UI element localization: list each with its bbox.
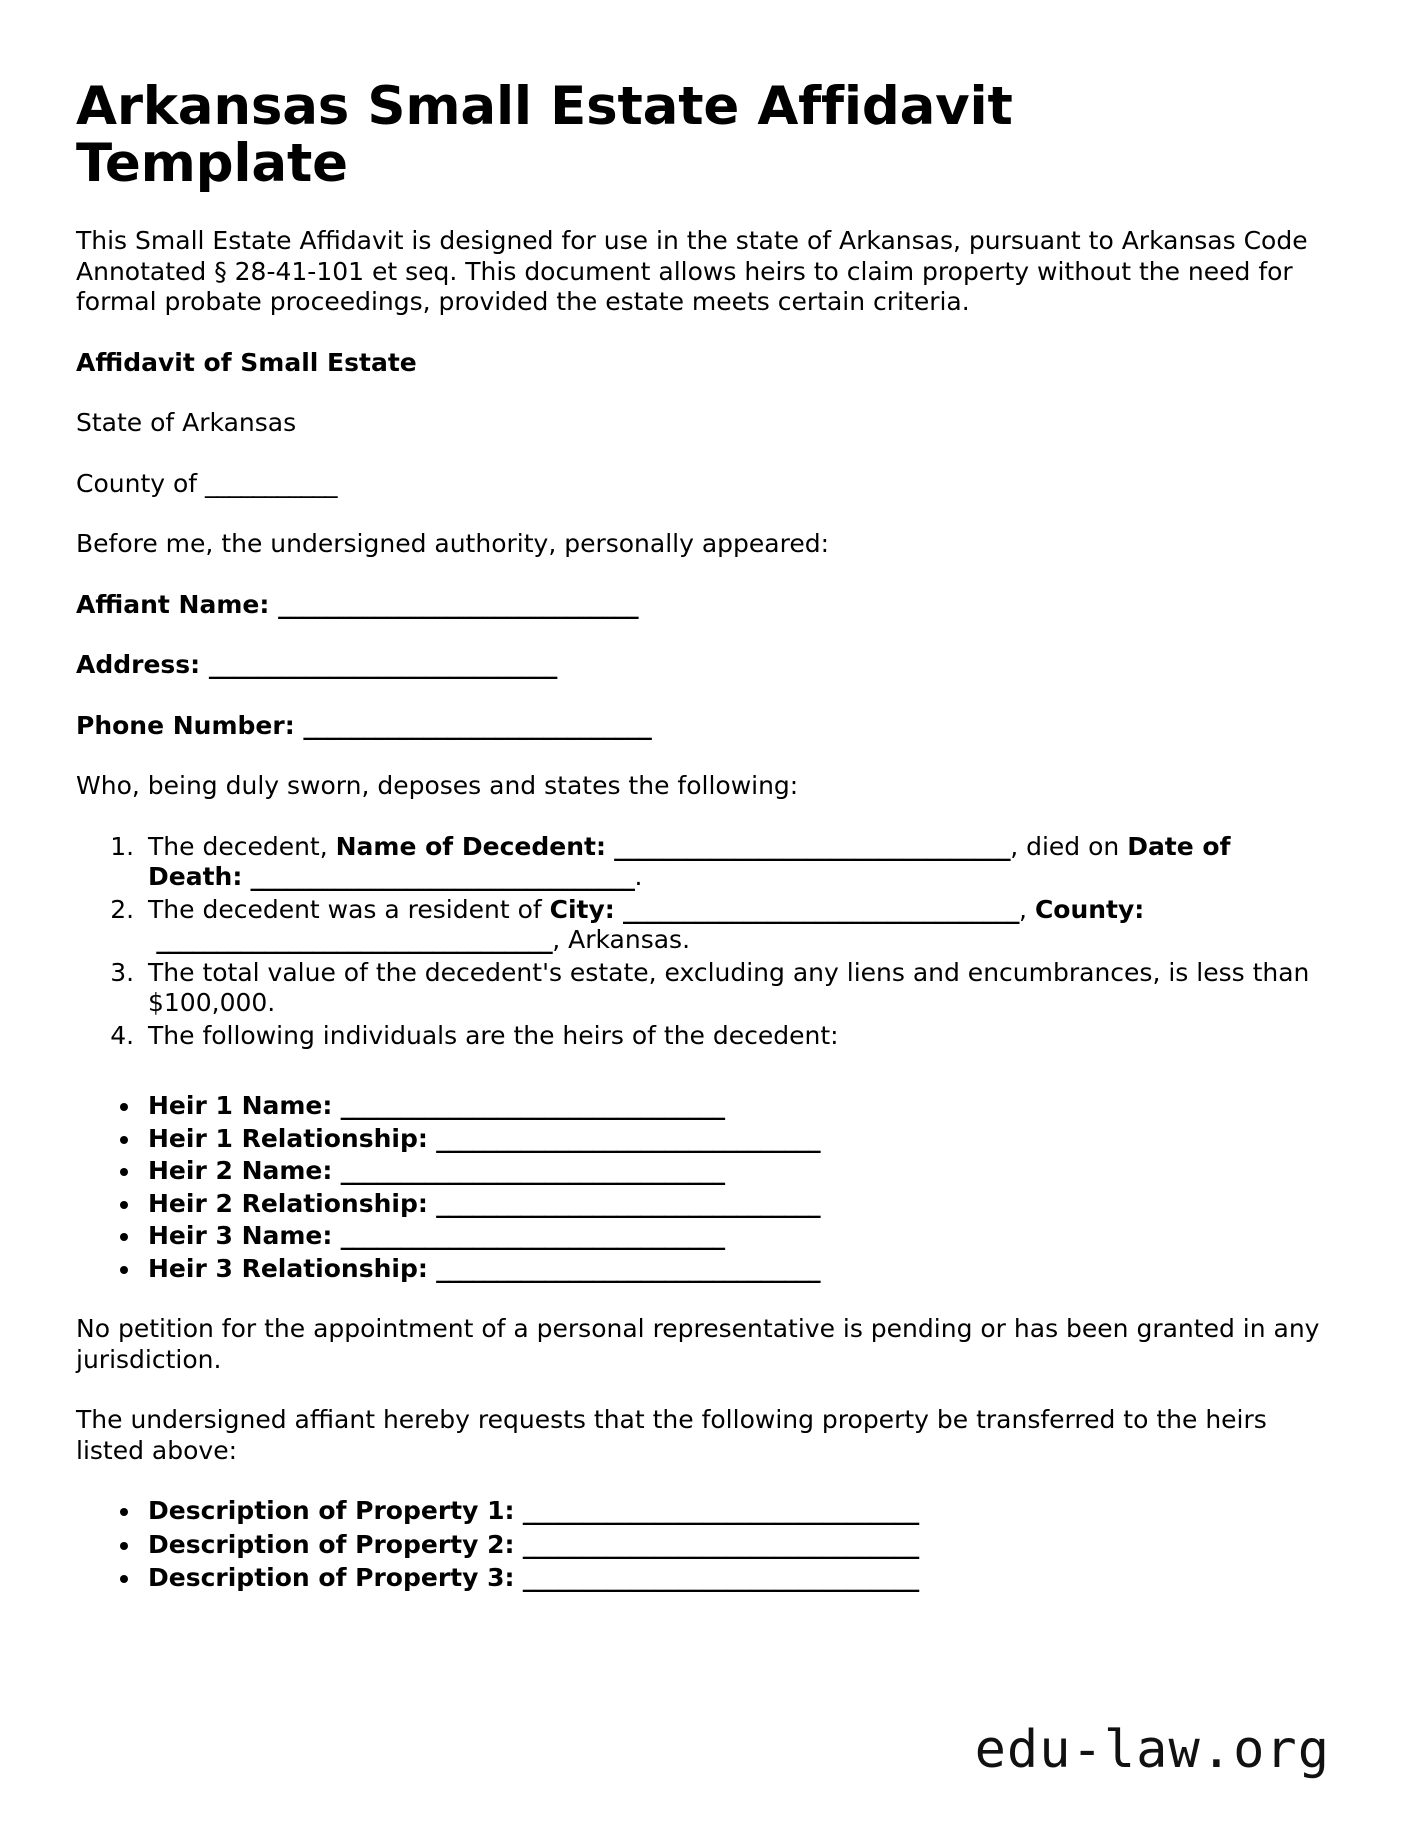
list-item: 3. The total value of the decedent's estate, excluding any liens and encumbrances, is less than $100,000. [142,958,1328,1019]
list-item [142,1156,1328,1187]
intro-paragraph: This Small Estate Affidavit is designed for use in the state of Arkansas, pursuant to Arkansas Code Annotated § 28-41-101 et seq. This document allows heirs to claim property without the need for formal probate proceedings, provided the estate meets certain criteria. [76,226,1308,317]
statements-list [76,832,1328,1052]
heir-3-name-blank[interactable]: ________________________________ [332,1221,725,1251]
site-watermark: edu-law.org [974,1720,1330,1780]
list-item: 4. The following individuals are the heirs of the decedent: [142,1021,1328,1052]
spacer [76,1077,1328,1091]
heir-2-name-blank[interactable]: ________________________________ [332,1156,725,1186]
state-line: State of Arkansas [76,408,297,438]
item2-pre-text: The decedent was a resident of [148,894,550,924]
heir-3-relationship-label: Heir 3 Relationship: [148,1253,428,1283]
sworn-statement-line: Who, being duly sworn, deposes and states the following: [76,771,799,801]
city-blank[interactable]: _________________________________ [614,894,1020,924]
decedent-name-label: Name of Decedent: [335,831,606,861]
affidavit-section-heading: Affidavit of Small Estate [76,347,417,377]
item1-post-text: . [634,862,643,892]
heir-1-name-blank[interactable]: ________________________________ [332,1091,725,1121]
county-blank-item2[interactable]: _________________________________ [148,925,553,955]
list-item [142,1254,1328,1285]
heir-2-relationship-label: Heir 2 Relationship: [148,1188,428,1218]
heir-2-relationship-blank[interactable]: ________________________________ [427,1188,821,1218]
list-item [142,1124,1328,1155]
property-2-label: Description of Property 2: [148,1529,515,1559]
affiant-name-field [76,590,1328,621]
no-petition-paragraph: No petition for the appointment of a personal representative is pending or has been granted in any jurisdiction. [76,1314,1320,1374]
property-description-list [76,1496,1328,1594]
address-blank[interactable]: _____________________________ [208,650,557,680]
list-item [142,1496,1328,1527]
heir-3-relationship-blank[interactable]: ________________________________ [427,1253,821,1283]
list-item [142,1530,1328,1561]
property-2-blank[interactable]: _________________________________ [514,1529,919,1559]
county-blank[interactable]: ___________ [205,468,338,498]
property-3-blank[interactable]: _________________________________ [514,1563,919,1593]
phone-number-label: Phone Number: [76,710,304,740]
phone-number-field [76,711,1328,742]
list-item [142,895,1328,956]
affiant-name-blank[interactable]: ______________________________ [278,589,639,619]
address-field [76,650,1328,681]
date-of-death-blank[interactable]: ________________________________ [242,862,635,892]
heirs-list [76,1091,1328,1284]
item1-pre-text: The decedent, [148,831,336,861]
property-1-label: Description of Property 1: [148,1496,515,1526]
property-3-label: Description of Property 3: [148,1563,515,1593]
appearance-line: Before me, the undersigned authority, personally appeared: [76,529,830,559]
heir-1-relationship-label: Heir 1 Relationship: [148,1123,428,1153]
county-label: County of [76,468,206,498]
item2-post-text: , Arkansas. [552,925,691,955]
transfer-request-paragraph: The undersigned affiant hereby requests that the following property be transferred to the heirs listed above: [76,1405,1267,1465]
address-label: Address: [76,650,209,680]
item1-mid-text: , died on [1010,831,1128,861]
page-title: Arkansas Small Estate Affidavit Template [76,76,1013,195]
item2-mid-text: , [1019,894,1035,924]
phone-number-blank[interactable]: _____________________________ [303,710,652,740]
date-of-death-label: Date of Death: [148,831,1231,892]
affiant-name-label: Affiant Name: [76,589,279,619]
heir-1-name-label: Heir 1 Name: [148,1091,333,1121]
decedent-name-blank[interactable]: _________________________________ [605,831,1011,861]
heir-3-name-label: Heir 3 Name: [148,1221,333,1251]
property-1-blank[interactable]: _________________________________ [514,1496,919,1526]
list-item [142,1221,1328,1252]
list-item [142,1091,1328,1122]
list-item [142,1189,1328,1220]
list-item [142,832,1328,893]
county-line [76,469,1328,500]
list-item [142,1563,1328,1594]
heir-2-name-label: Heir 2 Name: [148,1156,333,1186]
heir-1-relationship-blank[interactable]: ________________________________ [427,1123,821,1153]
city-label: City: [549,894,615,924]
county-label-item2: County: [1034,894,1145,924]
